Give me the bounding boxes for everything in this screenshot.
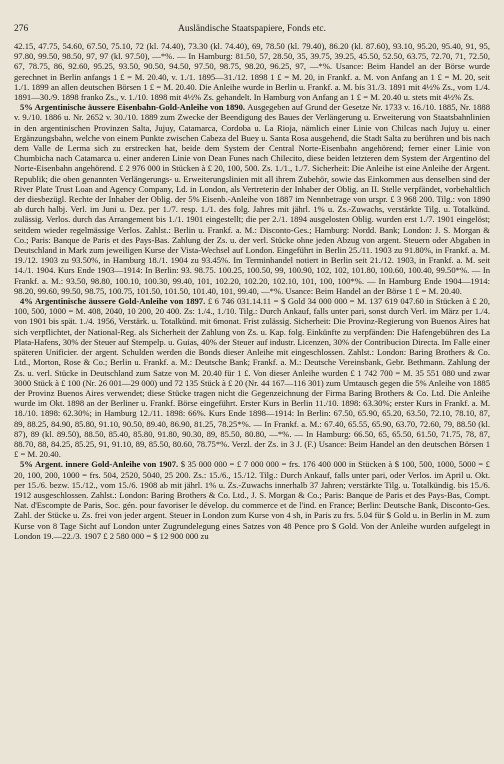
body-text [14,41,490,541]
loan-heading: 5% Argentinische äussere Eisenbahn-Gold-Anleihe von 1890. [20,102,248,113]
paragraph-text: 42.15, 47.75, 54.60, 67.50, 75.10, 72 (kl. 74.40), 73.30 (kl. 74.40), 69, 78.50 (kl. 79.40), 86.20 (kl. 87.60), 93.10, 95.20, 95.40, 91, 95, 97.80, 99.50, 98.50, 97, 97 (kl. 97.50), —*%. — In Hamburg: 81.50, 57, 28.50, 35, 39.75, 39.25, 45.50, 52.50, 63.75, 72.70, 71, 72.50, 67, 78.75, 86, 92.60, 95.25, 93.50, 90.50, 94.50, 97.50, 98.75, 98.20, 96.25, 97, —*%. Usance: Beim Handel an der Börse wurde gerechnet in Berlin anfangs 1 £ = M. 20.40, v. 1./1. 1895—31./12. 1898 1 £ = M. 20, in Frankf. a. M. von Anfang an 1 £ = M. 20, seit 1./1. 1899 an allen deutschen Börsen 1 £ = M. 20.40. Die Anleihe wurde in Berlin u. Frankf. a. M. bis 31./3. 1891 mit 4½% Zs., vom 1./4. 1891—30./9. 1898 franko Zs., v. 1./10. 1898 mit 4½% Zs. gehandelt. In Hamburg von Anfang an 1 £ = M. 20.40 u. stets mit 4½% Zs. [14,41,490,103]
paragraph [14,296,490,459]
loan-heading: 5% Argent. innere Gold-Anleihe von 1907. [20,459,181,470]
paragraph [14,102,490,296]
page-number: 276 [14,24,29,34]
paragraph-text: £ 6 746 031.14.11 = $ Gold 34 000 000 = M. 137 619 047.60 in Stücken à £ 20, 100, 500, 1000 = M. 408, 2040, 10 200, 20 400. Zs: 1./4., 1./10. Tilg.: Durch Ankauf, falls unter pari, sonst durch Verl. im März per 1./4. von 1901 bis spät. 1./4. 1956, Verstärk. u. Totalkünd. mit 6monat. Frist zulässig. Sicherheit: Die Provinz-Regierung von Buenos Aires hat sich verpflichtet, der National-Reg. als Sicherheit der Zahlung von Zs. u. Kap. folg. Einkünfte zu verpfänden: Die Hafengebühren des La Plata-Hafens, 30% der Steuer auf Stempelp. u. Guias, 40% der Steuer auf industr. Licenzen, 30% der Contribucion Directa. Im Falle einer späteren Unificier. der argent. Schulden werden die Bonds dieser Anleihe mit eingeschlossen. Zahlst.: London: Baring Brothers & Co. Ltd., Morton, Rose & Co.; Berlin u. Frankf. a. M.: Deutsche Bank; Frankf. a. M.: Deutsche Vereinsbank, Gebr. Bethmann. Zahlung der Zs. u. verl. Stücke in Deutschland zum Satze von M. 20.40 für 1 £. Von dieser Anleihe wurden £ 1 742 700 = M. 35 551 080 und zwar 3000 Stück à £ 100 (Nr. 26 001—29 000) und 72 135 Stück à £ 20 (Nr. 44 167—116 301) zum Umtausch gegen die 5% Anleihe von 1885 der Provinz Buenos Aires verwendet; diese Stücke tragen nicht die Gegenzeichnung der Firma Baring Brothers & Co. Ltd. Die Anleihe wurde im Okt. 1898 an der Berliner u. Frankf. Börse eingeführt. Erster Kurs in Berlin 11./10. 1898: 63.30%; erster Kurs in Frankf. a. M. 18./10. 1898: 62.30%; in Hamburg 12./11. 1898: 66%. Kurs Ende 1898—1914: In Berlin: 67.50, 65.90, 65.20, 63.50, 72.10, 78.10, 87, 89, 88.25, 84.90, 85.80, 91.10, 90.50, 89.40, 86.90, 81.25, 78.25*%. — In Frankf. a. M.: 67.40, 65.55, 65.90, 63.70, 72.60, 79, 88.50 (kl. 87), 89 (kl. 89.50), 88.50, 85.40, 85.80, 91.80, 90.30, 89, 85.50, 80.80, —*%. — In Hamburg: 66.50, 65, 65.50, 61.50, 71.75, 78, 87, 88.70, 88, 84.25, 85.25, 91, 91.10, 89, 85.50, 80.60, 78.75*%. Verzl. der Zs. in 3 J. (F.) Usance: Beim Handel an den deutschen Börsen 1 £ = M. 20.40. [14,296,491,460]
page-header [14,24,490,38]
paragraph-text: Ausgegeben auf Grund der Gesetze Nr. 1733 v. 16./10. 1885, Nr. 1888 v. 9./10. 1886 u. Nr. 2652 v. 30./10. 1889 zum Zwecke der Beendigung des Baues der Verlängerung u. Erweiterung von Staatsbahnlinien in den argentinischen Provinzen Salta, Jujuy, Catamarca, Cordoba u. La Rioja, nämlich einer Linie von Chilcas nach Jujuy u. einer Ergänzungsbahn, welche von einem Punkte zwischen Cabeza del Buey u. Santa Rosa ausgehend, die Stadt Salta zu berühren und bis nach dem Valle de Lerma sich zu erstrecken hat, beide dem System der Central Norte-Eisenbahn angehörend; ferner einer Linie von Chumbicha nach Catamarca u. einer anderen Linie von Dean Funes nach Chilecito, diese beiden letzteren dem System der Argentino del Norte-Eisenbahn angehörend. £ 2 976 000 in Stücken à £ 20, 100, 500. Zs. 1./1., 1./7. Sicherheit: Die Anleihe ist eine Anleihe der Argent. Republik; die oben genannten Verlängerungs- u. Erweiterungslinien mit all ihrem Zubehör, sowie das Einkommen aus denselben sind der River Plate Trust Loan and Agency Company, Ld. in London, als Vertreterin der Inhaber der Oblig. an II. Stelle verpfändet, vorbehaltlich der diesbezügl. Rechte der Inhaber der Oblig. der 5% Eisenb.-Anleihe von 1887 im Nennbetrage von urspr. £ 3 968 200. Tilg.: von 1890 ab durch halbj. Verl. im Juni u. Dez. per 1./7. resp. 1./1. des folg. Jahres mit jährl. 1% u. Zs.-Zuwachs, verstärkte Tilg. u. Totalkünd. zulässig. Verlos. durch das Arrangement bis 1./1. 1901 eingestellt; die per 2./1. 1894 ausgelosten Oblig. wurden erst 1./7. 1901 eingelöst; seitdem wieder regelmässige Verlos. Zahlst.: Berlin u. Frankf. a. M.: Disconto-Ges.; Hamburg: Nordd. Bank; London: J. S. Morgan & Co.; Paris: Banque de Paris et des Pays-Bas. Zahlung der Zs. u. der verl. Stücke ohne jeden Abzug von argent. Steuern oder Abgaben in Deutschland in Mark zum jeweiligen Kurse der Vista-Wechsel auf London. Eingeführt in Berlin 25./11. 1903 zu 91.80%, in Frankf. a. M. 19./12. 1903 zu 93.50%, in Hamburg 18./1. 1904 zu 93.45%. Im Terminhandel notiert in Berlin seit 21./12. 1903, in Frankf. a. M. seit 14./1. 1904. Kurs Ende 1903—1914: In Berlin: 93. 98.75. 100.25, 100.50, 99, 100.90, 102, 102, 101.80, 100.60, 100.40, 99.50*%. — In Frankf. a. M.: 93.50, 98.80, 100.10, 100.30, 99.40, 101, 102.20, 102.20, 102.10, 101, 100, 100*%. — In Hamburg Ende 1904—1914: 98.20, 99.60, 99.50, 98.75, 100.75, 101.50, 101.50, 101.40, 101, 99.40, —*%. Usance: Beim Handel an der Börse 1 £ = M. 20.40. [14,102,490,296]
paragraph [14,41,490,102]
running-head: Ausländische Staatspapiere, Fonds etc. [177,24,326,34]
paragraph [14,459,490,541]
loan-heading: 4% Argentinische äussere Gold-Anleihe von 1897. [20,296,208,307]
paragraph-text: $ 35 000 000 = £ 7 000 000 = frs. 176 400 000 in Stücken à $ 100, 500, 1000, 5000 = £ 20, 100, 200, 1000 = frs. 504, 2520, 5040, 25 200. Zs.: 15./6., 15./12. Tilg.: Durch Ankauf, falls unter pari, oder Verlos. im April u. Okt. per 15./6. bezw. 15./12., vom 15./6. 1908 ab mit jährl. 1% u. Zs.-Zuwachs innerhalb 37 Jahren; verstärkte Tilg. u. Totalkündig. bis 15./6. 1912 ausgeschlossen. Zahlst.: London: Baring Brothers & Co. Ltd., J. S. Morgan & Co.; Paris: Banque de Paris et des Pays-Bas, Compt. Nat. d'Escompte de Paris, Soc. gén. pour favoriser le dévelop. du commerce et de l'ind. en France; Berlin: Deutsche Bank, Disconto-Ges. Zahl. der Stücke u. Zs. frei von jeder argent. Steuer in London zum Kurse von 4 sh, in Paris zu frs. 5.04 für $ Gold u. in Berlin in M. zum Kurse von 8 Tage Sicht auf London unter Zugrundelegung eines Satzes von 48 Pence pro $ Gold. Von der Anleihe wurden aufgelegt in London 19.—22./3. 1907 £ 2 580 000 = $ 12 900 000 zu [14,459,490,541]
